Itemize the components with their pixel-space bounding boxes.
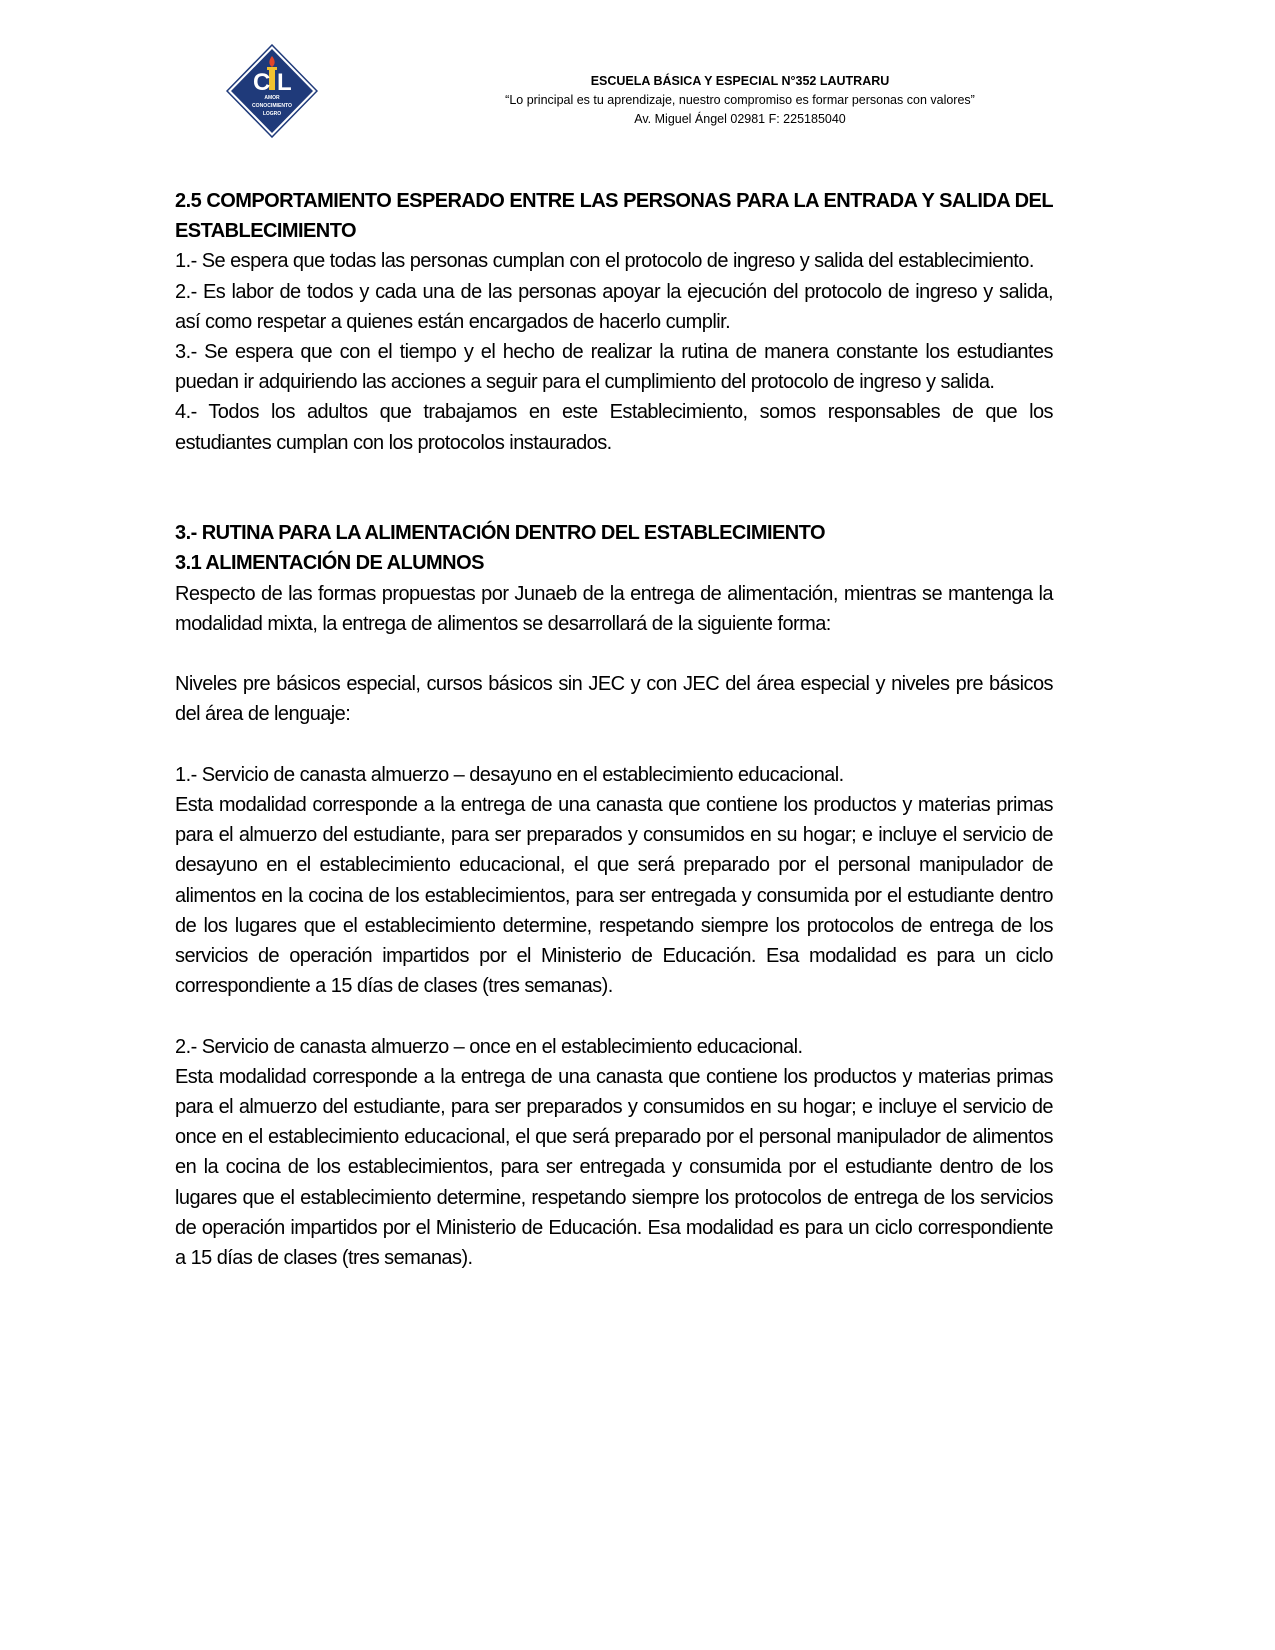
letterhead	[400, 72, 1080, 129]
svg-text:L: L	[277, 69, 292, 96]
service-1-title: 1.- Servicio de canasta almuerzo – desayuno en el establecimiento educacional.	[175, 763, 844, 786]
section-3-heading: 3.- RUTINA PARA LA ALIMENTACIÓN DENTRO DEL ESTABLECIMIENTO	[175, 522, 825, 545]
section-2-5-item-2: 2.- Es labor de todos y cada una de las personas apoyar la ejecución del protocolo de ingreso y salida, así como respetar a quienes están encargados de hacerlo cumplir.	[175, 280, 1053, 333]
school-motto: “Lo principal es tu aprendizaje, nuestro compromiso es formar personas con valores”	[505, 93, 975, 107]
spacer	[175, 639, 1053, 669]
school-logo	[226, 44, 318, 138]
service-2-title: 2.- Servicio de canasta almuerzo – once en el establecimiento educacional.	[175, 1035, 803, 1058]
section-3-intro: Respecto de las formas propuestas por Junaeb de la entrega de alimentación, mientras se mantenga la modalidad mixta, la entrega de alimentos se desarrollará de la siguiente forma:	[175, 582, 1053, 635]
service-2-body: Esta modalidad corresponde a la entrega de una canasta que contiene los productos y materias primas para el almuerzo del estudiante, para ser preparados y consumidos en su hogar; e incluye el servicio de once en el establecimiento educacional, el que será preparado por el personal manipulador de alimentos en la cocina de los establecimientos, para ser entregada y consumida por el estudiante dentro de los lugares que el establecimiento determine, respetando siempre los protocolos de entrega de los servicios de operación impartidos por el Ministerio de Educación. Esa modalidad es para un ciclo correspondiente a 15 días de clases (tres semanas).	[175, 1065, 1053, 1270]
service-1-body: Esta modalidad corresponde a la entrega de una canasta que contiene los productos y materias primas para el almuerzo del estudiante, para ser preparados y consumidos en su hogar; e incluye el servicio de desayuno en el establecimiento educacional, el que será preparado por el personal manipulador de alimentos en la cocina de los establecimientos, para ser entregada y consumida por el estudiante dentro de los lugares que el establecimiento determine, respetando siempre los protocolos de entrega de los servicios de operación impartidos por el Ministerio de Educación. Esa modalidad es para un ciclo correspondiente a 15 días de clases (tres semanas).	[175, 794, 1053, 998]
svg-text:C: C	[253, 69, 271, 96]
section-2-5-item-4: 4.- Todos los adultos que trabajamos en este Establecimiento, somos responsables de que los estudiantes cumplan con los protocolos instaurados.	[175, 401, 1053, 454]
logo-word-conocimiento: CONOCIMIENTO	[252, 103, 293, 109]
section-2-5-heading: 2.5 COMPORTAMIENTO ESPERADO ENTRE LAS PERSONAS PARA LA ENTRADA Y SALIDA DEL ESTABLECIMIENTO	[175, 190, 1053, 243]
school-address: Av. Miguel Ángel 02981 F: 225185040	[634, 112, 846, 126]
logo-word-logro: LOGRO	[262, 111, 282, 117]
spacer	[175, 458, 1053, 518]
document-body	[175, 186, 1053, 1273]
school-logo-icon	[226, 44, 318, 138]
section-2-5-item-1: 1.- Se espera que todas las personas cumplan con el protocolo de ingreso y salida del establecimiento.	[175, 250, 1034, 273]
spacer	[175, 730, 1053, 760]
spacer	[175, 1001, 1053, 1031]
section-3-1-heading: 3.1 ALIMENTACIÓN DE ALUMNOS	[175, 552, 484, 575]
logo-word-amor: AMOR	[264, 95, 280, 101]
section-3-levels: Niveles pre básicos especial, cursos básicos sin JEC y con JEC del área especial y niveles pre básicos del área de lenguaje:	[175, 673, 1053, 726]
section-2-5-item-3: 3.- Se espera que con el tiempo y el hecho de realizar la rutina de manera constante los estudiantes puedan ir adquiriendo las acciones a seguir para el cumplimiento del protocolo de ingreso y salida.	[175, 341, 1053, 394]
school-name: ESCUELA BÁSICA Y ESPECIAL N°352 LAUTRARU	[590, 74, 890, 88]
